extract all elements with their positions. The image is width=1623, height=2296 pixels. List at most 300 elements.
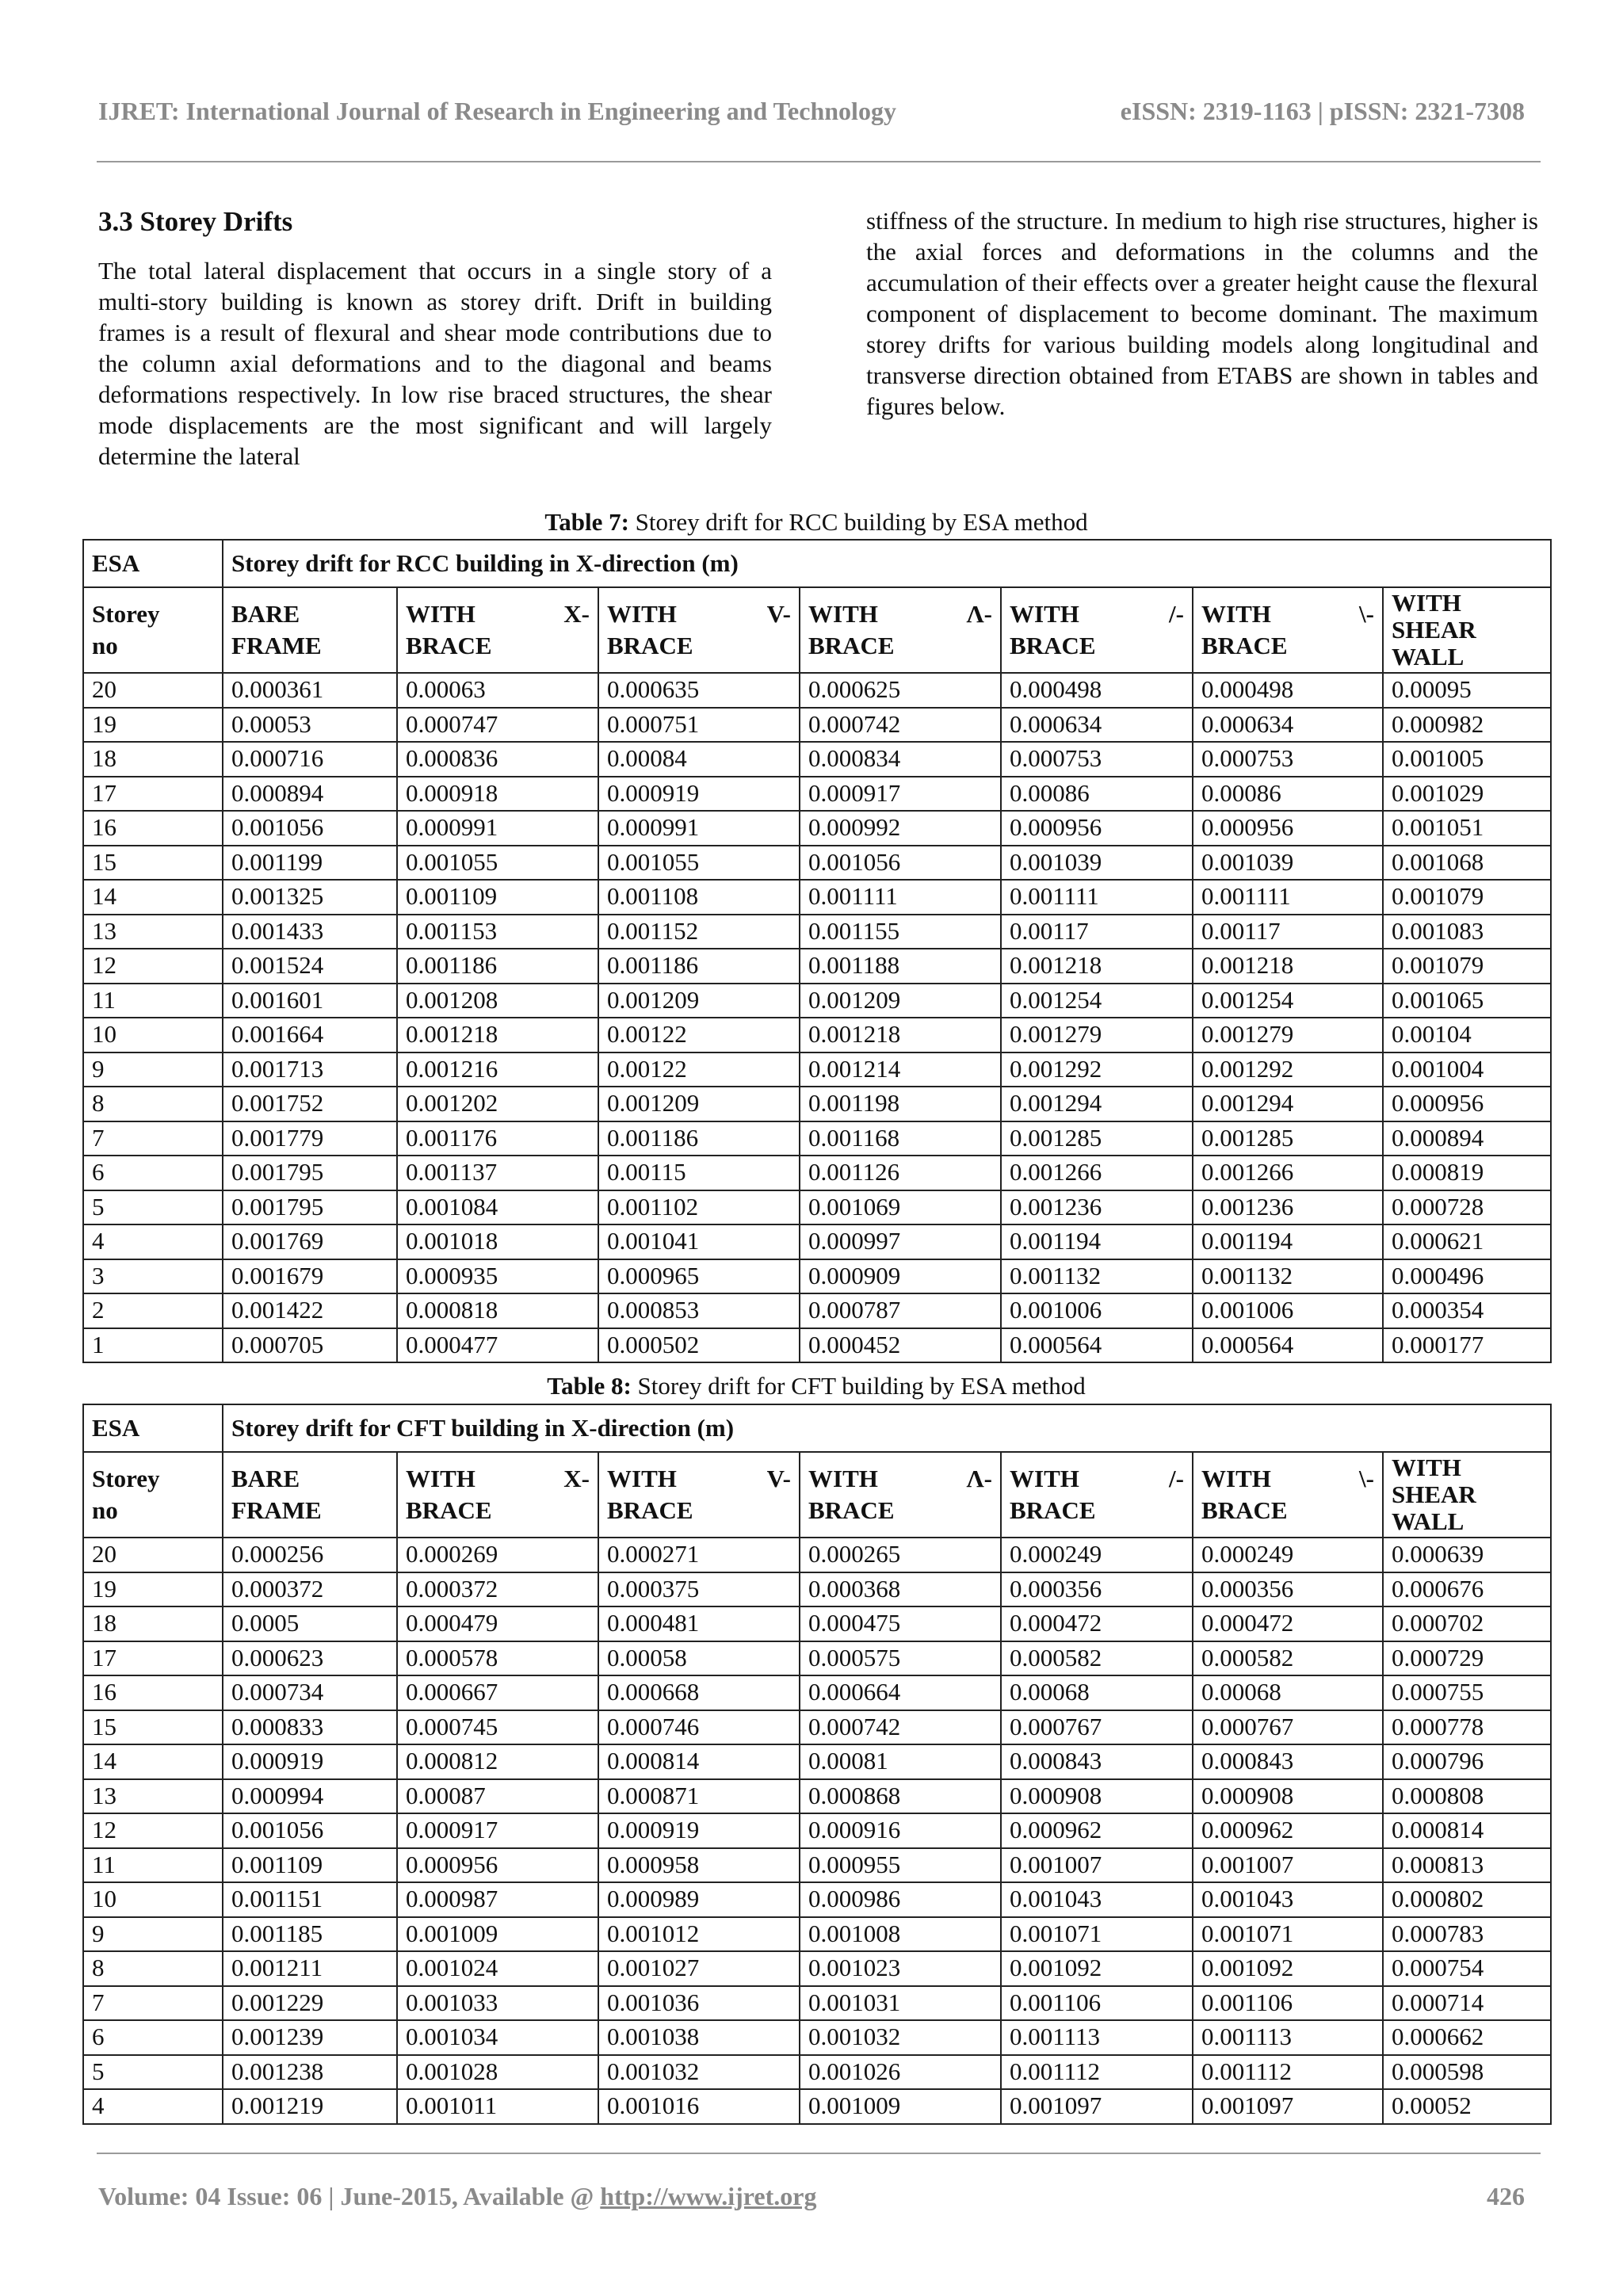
storey-cell: 12 (83, 1813, 223, 1848)
table-row (83, 811, 1551, 846)
drift-value-cell: 0.001092 (1193, 1951, 1383, 1986)
drift-value-cell: 0.001084 (397, 1190, 598, 1225)
drift-value-cell: 0.000623 (223, 1641, 397, 1676)
drift-value-cell: 0.001198 (800, 1087, 1001, 1121)
table-row (83, 777, 1551, 812)
drift-value-cell: 0.000962 (1001, 1813, 1193, 1848)
storey-cell: 4 (83, 2089, 223, 2124)
drift-value-cell: 0.000177 (1383, 1328, 1551, 1363)
page-number: 426 (1487, 2182, 1525, 2210)
drift-value-cell: 0.001153 (397, 915, 598, 949)
storey-cell: 18 (83, 1606, 223, 1641)
drift-value-cell: 0.001055 (598, 846, 800, 881)
drift-value-cell: 0.000664 (800, 1675, 1001, 1710)
drift-value-cell: 0.001236 (1193, 1190, 1383, 1225)
drift-value-cell: 0.000747 (397, 708, 598, 743)
drift-value-cell: 0.001009 (397, 1917, 598, 1952)
storey-cell: 14 (83, 1744, 223, 1779)
table-row (83, 1848, 1551, 1883)
table-row (83, 1293, 1551, 1328)
drift-value-cell: 0.001055 (397, 846, 598, 881)
drift-value-cell: 0.000751 (598, 708, 800, 743)
drift-value-cell: 0.001026 (800, 2055, 1001, 2090)
drift-value-cell: 0.001023 (800, 1951, 1001, 1986)
column-header-line: WITH (1392, 1454, 1461, 1481)
drift-value-cell: 0.001009 (800, 2089, 1001, 2124)
column-header-line: BRACE (1201, 632, 1288, 659)
drift-value-cell: 0.000894 (1383, 1121, 1551, 1156)
storey-cell: 9 (83, 1052, 223, 1087)
drift-value-cell: 0.001126 (800, 1156, 1001, 1190)
drift-value-cell: 0.000578 (397, 1641, 598, 1676)
table-row (83, 1156, 1551, 1190)
table-row (83, 1641, 1551, 1676)
drift-value-cell: 0.001032 (598, 2055, 800, 2090)
drift-value-cell: 0.000989 (598, 1882, 800, 1917)
drift-value-cell: 0.000667 (397, 1675, 598, 1710)
drift-value-cell: 0.001137 (397, 1156, 598, 1190)
storey-cell: 2 (83, 1293, 223, 1328)
drift-value-cell: 0.001079 (1383, 880, 1551, 915)
storey-cell: 17 (83, 1641, 223, 1676)
drift-value-cell: 0.00068 (1001, 1675, 1193, 1710)
drift-value-cell: 0.000662 (1383, 2020, 1551, 2055)
header-divider (97, 161, 1541, 162)
table-row (83, 1951, 1551, 1986)
drift-value-cell: 0.00052 (1383, 2089, 1551, 2124)
drift-value-cell: 0.00122 (598, 1018, 800, 1052)
drift-value-cell: 0.000871 (598, 1779, 800, 1814)
storey-cell: 10 (83, 1882, 223, 1917)
column-header (223, 587, 397, 673)
drift-value-cell: 0.001186 (598, 1121, 800, 1156)
table-row (83, 1259, 1551, 1294)
column-header-line: BARE (231, 600, 300, 628)
table-row (83, 673, 1551, 708)
drift-value-cell: 0.000354 (1383, 1293, 1551, 1328)
drift-value-cell: 0.001524 (223, 949, 397, 984)
column-header-line: SHEAR (1392, 616, 1476, 644)
storey-cell: 5 (83, 2055, 223, 2090)
table-row (83, 880, 1551, 915)
drift-value-cell: 0.001795 (223, 1190, 397, 1225)
drift-value-cell: 0.000918 (397, 777, 598, 812)
table-row (83, 1052, 1551, 1087)
column-header-line: WITH Λ- (808, 1465, 992, 1492)
table-row (83, 1675, 1551, 1710)
drift-value-cell: 0.001752 (223, 1087, 397, 1121)
drift-value-cell: 0.000475 (800, 1606, 1001, 1641)
table-row (83, 2089, 1551, 2124)
drift-value-cell: 0.000919 (598, 1813, 800, 1848)
storey-cell: 16 (83, 1675, 223, 1710)
drift-value-cell: 0.001051 (1383, 811, 1551, 846)
column-header-line: FRAME (231, 1496, 322, 1524)
drift-value-cell: 0.001254 (1193, 984, 1383, 1018)
column-header (1193, 1452, 1383, 1538)
drift-value-cell: 0.001292 (1001, 1052, 1193, 1087)
drift-value-cell: 0.000734 (223, 1675, 397, 1710)
storey-cell: 7 (83, 1121, 223, 1156)
drift-value-cell: 0.000502 (598, 1328, 800, 1363)
drift-value-cell: 0.001056 (223, 811, 397, 846)
table-title-row (83, 1404, 1551, 1452)
drift-value-cell: 0.000787 (800, 1293, 1001, 1328)
column-header-line: BRACE (406, 632, 492, 659)
drift-value-cell: 0.000265 (800, 1538, 1001, 1572)
drift-value-cell: 0.000991 (598, 811, 800, 846)
column-header (800, 587, 1001, 673)
table7-caption-label: Table 7: (544, 508, 629, 536)
drift-value-cell: 0.001209 (598, 1087, 800, 1121)
table8 (82, 1404, 1552, 2125)
table-row (83, 1606, 1551, 1641)
drift-value-cell: 0.00087 (397, 1779, 598, 1814)
drift-value-cell: 0.000575 (800, 1641, 1001, 1676)
drift-value-cell: 0.001294 (1193, 1087, 1383, 1121)
column-header-line: WITH V- (607, 1465, 791, 1492)
drift-value-cell: 0.000729 (1383, 1641, 1551, 1676)
column-header (1001, 587, 1193, 673)
drift-value-cell: 0.001112 (1001, 2055, 1193, 2090)
table-row (83, 1710, 1551, 1745)
drift-value-cell: 0.000965 (598, 1259, 800, 1294)
drift-value-cell: 0.00063 (397, 673, 598, 708)
column-header-row (83, 1452, 1551, 1538)
drift-value-cell: 0.000634 (1193, 708, 1383, 743)
drift-value-cell: 0.001194 (1001, 1224, 1193, 1259)
drift-value-cell: 0.000625 (800, 673, 1001, 708)
issn-text: eISSN: 2319-1163 | pISSN: 2321-7308 (1120, 97, 1525, 125)
drift-value-cell: 0.001106 (1193, 1986, 1383, 2021)
journal-title: IJRET: International Journal of Research in Engineering and Technology (98, 97, 896, 125)
drift-value-cell: 0.001006 (1193, 1293, 1383, 1328)
drift-value-cell: 0.000742 (800, 708, 1001, 743)
drift-value-cell: 0.000676 (1383, 1572, 1551, 1607)
table-row (83, 742, 1551, 777)
column-header-line: WITH \- (1201, 600, 1374, 628)
page-header (98, 97, 1525, 128)
drift-value-cell: 0.001111 (800, 880, 1001, 915)
drift-value-cell: 0.001112 (1193, 2055, 1383, 2090)
drift-value-cell: 0.000705 (223, 1328, 397, 1363)
drift-value-cell: 0.001188 (800, 949, 1001, 984)
column-header-line: BARE (231, 1465, 300, 1492)
drift-value-cell: 0.000843 (1001, 1744, 1193, 1779)
drift-value-cell: 0.001713 (223, 1052, 397, 1087)
drift-value-cell: 0.000668 (598, 1675, 800, 1710)
drift-value-cell: 0.001229 (223, 1986, 397, 2021)
drift-value-cell: 0.001279 (1001, 1018, 1193, 1052)
column-header-line: BRACE (808, 632, 895, 659)
drift-value-cell: 0.001108 (598, 880, 800, 915)
storey-cell: 12 (83, 949, 223, 984)
drift-value-cell: 0.001071 (1193, 1917, 1383, 1952)
drift-value-cell: 0.000472 (1001, 1606, 1193, 1641)
volume-info: Volume: 04 Issue: 06 | June-2015, Available @ (98, 2182, 601, 2210)
method-cell: ESA (83, 1404, 223, 1452)
storey-cell: 5 (83, 1190, 223, 1225)
drift-value-cell: 0.001601 (223, 984, 397, 1018)
drift-value-cell: 0.001155 (800, 915, 1001, 949)
drift-value-cell: 0.001266 (1001, 1156, 1193, 1190)
body-paragraph-left: The total lateral displacement that occurs in a single story of a multi-story building is known as storey drift. Drift in building frames is a result of flexural and shear mode contributions due to the column axial deformations and to the diagonal and beams deformations respectively. In low rise braced structures, the shear mode displacements are the most significant and will largely determine the lateral (98, 257, 772, 470)
storey-cell: 18 (83, 742, 223, 777)
drift-value-cell: 0.001012 (598, 1917, 800, 1952)
drift-value-cell: 0.001199 (223, 846, 397, 881)
column-header-line: WITH X- (406, 1465, 590, 1492)
drift-value-cell: 0.001029 (1383, 777, 1551, 812)
drift-value-cell: 0.000598 (1383, 2055, 1551, 2090)
text-column-left (98, 206, 772, 472)
drift-value-cell: 0.000956 (1193, 811, 1383, 846)
drift-value-cell: 0.000755 (1383, 1675, 1551, 1710)
text-column-right (866, 205, 1538, 422)
column-header (1383, 587, 1551, 673)
column-header-line: WALL (1392, 643, 1465, 670)
column-header-line: WITH V- (607, 600, 791, 628)
drift-value-cell: 0.000746 (598, 1710, 800, 1745)
drift-value-cell: 0.001031 (800, 1986, 1001, 2021)
column-header (1193, 587, 1383, 673)
column-header (598, 587, 800, 673)
table-row (83, 1087, 1551, 1121)
drift-value-cell: 0.001769 (223, 1224, 397, 1259)
table-row (83, 915, 1551, 949)
drift-value-cell: 0.00053 (223, 708, 397, 743)
table-title-cell: Storey drift for RCC building in X-direction (m) (223, 540, 1551, 587)
storey-cell: 11 (83, 1848, 223, 1883)
drift-value-cell: 0.001043 (1001, 1882, 1193, 1917)
drift-value-cell: 0.000639 (1383, 1538, 1551, 1572)
drift-value-cell: 0.000269 (397, 1538, 598, 1572)
drift-value-cell: 0.001068 (1383, 846, 1551, 881)
drift-value-cell: 0.001664 (223, 1018, 397, 1052)
drift-value-cell: 0.000635 (598, 673, 800, 708)
table-title-cell: Storey drift for CFT building in X-direction (m) (223, 1404, 1551, 1452)
journal-link[interactable]: http://www.ijret.org (600, 2182, 817, 2210)
storey-cell: 14 (83, 880, 223, 915)
storey-cell: 6 (83, 1156, 223, 1190)
table-row (83, 1779, 1551, 1814)
drift-value-cell: 0.000808 (1383, 1779, 1551, 1814)
drift-value-cell: 0.000994 (223, 1779, 397, 1814)
drift-value-cell: 0.001113 (1001, 2020, 1193, 2055)
drift-value-cell: 0.001219 (223, 2089, 397, 2124)
drift-value-cell: 0.001024 (397, 1951, 598, 1986)
drift-value-cell: 0.001186 (397, 949, 598, 984)
drift-value-cell: 0.000814 (1383, 1813, 1551, 1848)
method-cell: ESA (83, 540, 223, 587)
drift-value-cell: 0.000249 (1001, 1538, 1193, 1572)
table8-caption (82, 1372, 1550, 1400)
storey-cell: 9 (83, 1917, 223, 1952)
table-row (83, 1328, 1551, 1363)
drift-value-cell: 0.001176 (397, 1121, 598, 1156)
drift-value-cell: 0.001056 (800, 846, 1001, 881)
column-header-line: FRAME (231, 632, 322, 659)
drift-value-cell: 0.001027 (598, 1951, 800, 1986)
drift-value-cell: 0.001209 (800, 984, 1001, 1018)
storey-cell: 10 (83, 1018, 223, 1052)
drift-value-cell: 0.000908 (1193, 1779, 1383, 1814)
drift-value-cell: 0.001194 (1193, 1224, 1383, 1259)
table-row (83, 846, 1551, 881)
drift-value-cell: 0.000361 (223, 673, 397, 708)
drift-value-cell: 0.001071 (1001, 1917, 1193, 1952)
drift-value-cell: 0.000372 (397, 1572, 598, 1607)
drift-value-cell: 0.000368 (800, 1572, 1001, 1607)
drift-value-cell: 0.001132 (1193, 1259, 1383, 1294)
table-row (83, 1018, 1551, 1052)
drift-value-cell: 0.001092 (1001, 1951, 1193, 1986)
drift-value-cell: 0.001168 (800, 1121, 1001, 1156)
drift-value-cell: 0.000621 (1383, 1224, 1551, 1259)
drift-value-cell: 0.001102 (598, 1190, 800, 1225)
drift-value-cell: 0.001033 (397, 1986, 598, 2021)
column-header-line: WITH /- (1010, 1465, 1184, 1492)
table-row (83, 1538, 1551, 1572)
drift-value-cell: 0.000956 (397, 1848, 598, 1883)
storey-cell: 8 (83, 1951, 223, 1986)
drift-value-cell: 0.001065 (1383, 984, 1551, 1018)
drift-value-cell: 0.000843 (1193, 1744, 1383, 1779)
drift-value-cell: 0.001036 (598, 1986, 800, 2021)
drift-value-cell: 0.001039 (1001, 846, 1193, 881)
column-header-line: BRACE (1010, 632, 1096, 659)
drift-value-cell: 0.000564 (1001, 1328, 1193, 1363)
drift-value-cell: 0.001433 (223, 915, 397, 949)
drift-value-cell: 0.000728 (1383, 1190, 1551, 1225)
column-header (800, 1452, 1001, 1538)
storey-cell: 20 (83, 1538, 223, 1572)
table7 (82, 539, 1552, 1363)
drift-value-cell: 0.001109 (397, 880, 598, 915)
column-header-line: BRACE (808, 1496, 895, 1524)
drift-value-cell: 0.001779 (223, 1121, 397, 1156)
drift-value-cell: 0.000986 (800, 1882, 1001, 1917)
drift-value-cell: 0.001279 (1193, 1018, 1383, 1052)
drift-value-cell: 0.001266 (1193, 1156, 1383, 1190)
drift-value-cell: 0.000935 (397, 1259, 598, 1294)
drift-value-cell: 0.000834 (800, 742, 1001, 777)
drift-value-cell: 0.00122 (598, 1052, 800, 1087)
drift-value-cell: 0.00084 (598, 742, 800, 777)
storey-cell: 19 (83, 1572, 223, 1607)
drift-value-cell: 0.000958 (598, 1848, 800, 1883)
drift-value-cell: 0.001097 (1193, 2089, 1383, 2124)
drift-value-cell: 0.000783 (1383, 1917, 1551, 1952)
drift-value-cell: 0.001186 (598, 949, 800, 984)
table-row (83, 984, 1551, 1018)
column-header (1001, 1452, 1193, 1538)
column-header-line: WITH /- (1010, 600, 1184, 628)
table8-caption-text: Storey drift for CFT building by ESA method (631, 1372, 1086, 1400)
drift-value-cell: 0.001218 (1001, 949, 1193, 984)
drift-value-cell: 0.000742 (800, 1710, 1001, 1745)
drift-value-cell: 0.000802 (1383, 1882, 1551, 1917)
page-footer (98, 2182, 1525, 2211)
table-row (83, 1572, 1551, 1607)
drift-value-cell: 0.001041 (598, 1224, 800, 1259)
storey-cell: 1 (83, 1328, 223, 1363)
drift-value-cell: 0.000919 (223, 1744, 397, 1779)
drift-value-cell: 0.001083 (1383, 915, 1551, 949)
drift-value-cell: 0.000813 (1383, 1848, 1551, 1883)
drift-value-cell: 0.001106 (1001, 1986, 1193, 2021)
drift-value-cell: 0.00117 (1193, 915, 1383, 949)
drift-value-cell: 0.000496 (1383, 1259, 1551, 1294)
drift-value-cell: 0.001113 (1193, 2020, 1383, 2055)
drift-value-cell: 0.001039 (1193, 846, 1383, 881)
storey-cell: 20 (83, 673, 223, 708)
drift-value-cell: 0.000962 (1193, 1813, 1383, 1848)
column-header-storey: Storey no (83, 1452, 223, 1538)
drift-value-cell: 0.000987 (397, 1882, 598, 1917)
storey-cell: 11 (83, 984, 223, 1018)
drift-value-cell: 0.000498 (1193, 673, 1383, 708)
storey-cell: 17 (83, 777, 223, 812)
drift-value-cell: 0.001218 (1193, 949, 1383, 984)
drift-value-cell: 0.000894 (223, 777, 397, 812)
drift-value-cell: 0.000477 (397, 1328, 598, 1363)
drift-value-cell: 0.00117 (1001, 915, 1193, 949)
column-header-line: WITH \- (1201, 1465, 1374, 1492)
drift-value-cell: 0.000909 (800, 1259, 1001, 1294)
drift-value-cell: 0.001004 (1383, 1052, 1551, 1087)
drift-value-cell: 0.000498 (1001, 673, 1193, 708)
table-row (83, 2055, 1551, 2090)
drift-value-cell: 0.000753 (1001, 742, 1193, 777)
drift-value-cell: 0.001151 (223, 1882, 397, 1917)
drift-value-cell: 0.000582 (1001, 1641, 1193, 1676)
storey-cell: 16 (83, 811, 223, 846)
drift-value-cell: 0.001111 (1193, 880, 1383, 915)
table-row (83, 1986, 1551, 2021)
drift-value-cell: 0.001292 (1193, 1052, 1383, 1087)
storey-cell: 8 (83, 1087, 223, 1121)
drift-value-cell: 0.001216 (397, 1052, 598, 1087)
drift-value-cell: 0.00058 (598, 1641, 800, 1676)
column-header-line: WITH (1392, 589, 1461, 617)
table7-caption (82, 508, 1550, 537)
drift-value-cell: 0.000716 (223, 742, 397, 777)
drift-value-cell: 0.000481 (598, 1606, 800, 1641)
storey-cell: 6 (83, 2020, 223, 2055)
drift-value-cell: 0.001038 (598, 2020, 800, 2055)
drift-value-cell: 0.000982 (1383, 708, 1551, 743)
drift-value-cell: 0.000249 (1193, 1538, 1383, 1572)
table-row (83, 1744, 1551, 1779)
drift-value-cell: 0.000992 (800, 811, 1001, 846)
drift-value-cell: 0.000818 (397, 1293, 598, 1328)
table-row (83, 2020, 1551, 2055)
drift-value-cell: 0.001018 (397, 1224, 598, 1259)
drift-value-cell: 0.001679 (223, 1259, 397, 1294)
column-header (223, 1452, 397, 1538)
drift-value-cell: 0.000919 (598, 777, 800, 812)
table-row (83, 1813, 1551, 1848)
table7-caption-text: Storey drift for RCC building by ESA method (628, 508, 1088, 536)
drift-value-cell: 0.000356 (1001, 1572, 1193, 1607)
drift-value-cell: 0.001097 (1001, 2089, 1193, 2124)
drift-value-cell: 0.000372 (223, 1572, 397, 1607)
drift-value-cell: 0.001285 (1001, 1121, 1193, 1156)
column-header-line: SHEAR (1392, 1480, 1476, 1508)
column-header-line: WALL (1392, 1507, 1465, 1535)
drift-value-cell: 0.000956 (1001, 811, 1193, 846)
drift-value-cell: 0.000917 (397, 1813, 598, 1848)
